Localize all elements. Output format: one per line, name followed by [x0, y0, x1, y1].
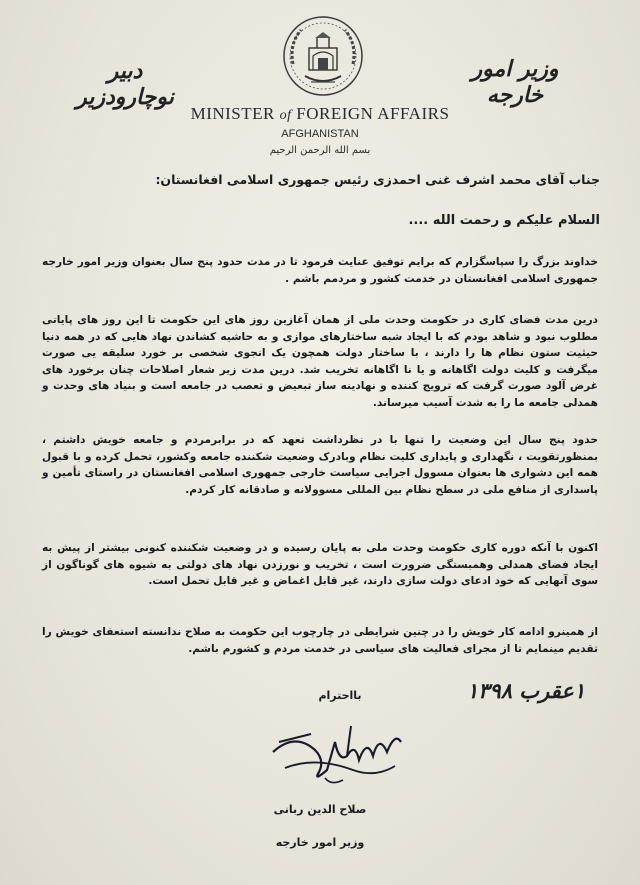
paragraph-1: خداوند بزرگ را سپاسگزارم که برایم توفیق عنایت فرمود تا در مدت حدود پنج سال بعنوان وزیر امور خارجه جمهوری اسلامی افغانستان در خدمت کشور و مردمم باشم . [42, 256, 598, 285]
signer-title: وزیر امور خارجه [275, 836, 365, 849]
signer-name: صلاح الدین ربانی [273, 803, 367, 816]
ministry-title [190, 104, 450, 124]
ministry-prefix: MINISTER [190, 104, 275, 123]
country-name: AFGHANISTAN [281, 128, 359, 140]
greeting: السلام علیکم و رحمت الله .... [408, 213, 600, 228]
afghanistan-national-emblem-icon [281, 14, 365, 98]
handwritten-title-left: دبیر نوچارودزیر [76, 58, 174, 110]
paragraph-4: اکنون با آنکه دوره کاری حکومت وحدت ملی به پایان رسیده و در وضعیت شکننده کنونی بیشتر از پیش به ایجاد فضای همدلی وهمبستگی ضرورت است ، تخریب و نورزدن نهاد های دولتی به شیوه های گوناگون از سوی آنهایی که خود ادعای دولت سازی دارند، غیر قابل اغماض و غیر قابل تحمل است. [42, 542, 598, 587]
paragraph-3: حدود پنج سال این وضعیت را تنها با در نظرداشت تعهد که در برابرمردم و جامعه خویش داشتم ، بمنظورتقویت ، نگهداری و پایداری کلیت نظام وبادرک وضعیت شکننده جامعه وکشور، تحمل کرده و با قبول همه این دشواری ها بعنوان مسوول اجرایی سیاست خارجی جمهوری اسلامی افغانستان در راستای تأمین و پاسداری از منافع ملی در سطح نظام بین المللی مسوولانه و صادقانه کار کردم. [42, 434, 598, 496]
closing: بااحترام [318, 689, 362, 702]
paragraph-2: درین مدت فضای کاری در حکومت وحدت ملی از همان آغازین روز های این حکومت تا این روز های پایانی مطلوب نبود و شاهد بودم که با ایجاد شبه ساختارهای موازی و به حاشیه کشاندن نهاد هایی که در همه دنیا حیثیت ستون نظام ها را دارند ، با ساختار دولت همچون یک انجوی شخصی بر خورد سلیقه یی صورت میگرفت و کلیت دولت اگاهانه و یا نا اگاهانه تخریب شد. درین مدت زیر شعار اصلاحات چنان برخورد های غرض آلود صورت گرفت که ترویج کننده و نهادینه ساز تبعیض و تعصب در جامعه است و بنیاد های وحدت و همدلی جامعه ما را به شدت آسیب میرساند. [42, 314, 598, 409]
paragraph-5: از همینرو ادامه کار خویش را در چنین شرایطی در چارچوب این حکومت به صلاح ندانسته استعفای خویش را تقدیم مینمایم تا از مجرای فعالیت های سیاسی در خدمت مردم و کشورم باشم. [42, 626, 598, 655]
addressee: جناب آقای محمد اشرف غنی احمدزی رئیس جمهوری اسلامی افغانستان: [155, 172, 600, 187]
signature [255, 712, 415, 794]
ministry-suffix: FOREIGN AFFAIRS [296, 104, 450, 123]
handwritten-title-right: وزیر امور خارجه [471, 56, 559, 108]
handwritten-date: ۱عقرب ۱۳۹۸ [466, 678, 586, 703]
ministry-of: of [279, 108, 292, 123]
bismillah: بسم الله الرحمن الرحیم [269, 145, 371, 156]
